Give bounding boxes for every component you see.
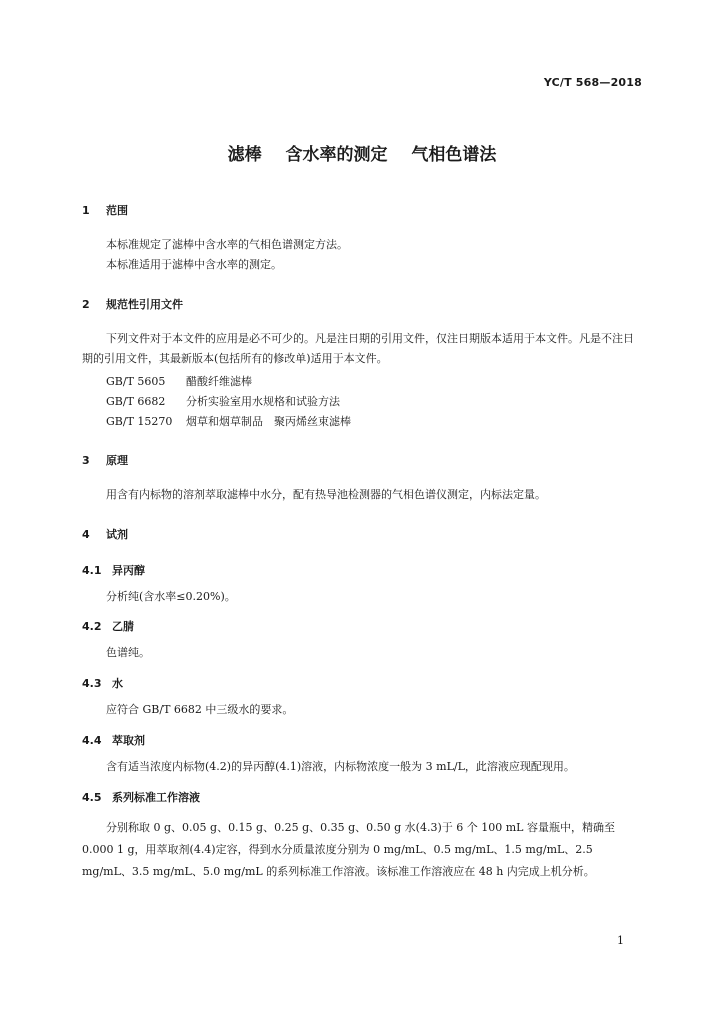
subsection-number: 4.4 — [82, 734, 102, 747]
subsection-4-2-text: 色谱纯。 — [106, 646, 150, 659]
section-1-paragraph-2: 本标准适用于滤棒中含水率的测定。 — [106, 258, 282, 271]
reference-code: GB/T 5605 — [106, 375, 166, 388]
subsection-number: 4.1 — [82, 564, 102, 577]
page-number: 1 — [617, 934, 624, 947]
subsection-number: 4.2 — [82, 620, 102, 633]
subsection-4-1-text: 分析纯(含水率≤0.20%)。 — [106, 590, 236, 603]
section-3-heading — [82, 452, 128, 468]
reference-item — [106, 413, 351, 429]
subsection-title: 水 — [112, 677, 123, 690]
section-number: 3 — [82, 454, 90, 467]
subsection-4-4-text: 含有适当浓度内标物(4.2)的异丙醇(4.1)溶液，内标物浓度一般为 3 mL/L，此溶液应现配现用。 — [106, 760, 575, 773]
subsection-title: 系列标准工作溶液 — [112, 791, 200, 804]
subsection-4-5-heading — [82, 789, 200, 805]
section-2-heading — [82, 296, 183, 312]
section-title: 试剂 — [106, 528, 128, 541]
standard-code: YC/T 568—2018 — [543, 76, 642, 89]
subsection-4-3-text: 应符合 GB/T 6682 中三级水的要求。 — [106, 703, 294, 716]
section-2-paragraph-1: 下列文件对于本文件的应用是必不可少的。凡是注日期的引用文件，仅注日期版本适用于本文件。凡是不注日期的引用文件，其最新版本(包括所有的修改单)适用于本文件。 — [82, 332, 634, 365]
reference-item — [106, 373, 252, 389]
reference-title: 醋酸纤维滤棒 — [186, 375, 252, 388]
subsection-4-5-text: 分别称取 0 g、0.05 g、0.15 g、0.25 g、0.35 g、0.50 g 水(4.3)于 6 个 100 mL 容量瓶中，精确至 0.000 1 g，用萃取剂(4.4)定容，得到水分质量浓度分别为 0 mg/mL、0.5 mg/mL、1.5 mg/mL、2.5 mg/mL、3.5 mg/mL、5.0 mg/mL 的系列标准工作溶液。该标准工作溶液应在 48 h 内完成上机分析。 — [82, 821, 615, 878]
section-number: 2 — [82, 298, 90, 311]
section-3-paragraph-1: 用含有内标物的溶剂萃取滤棒中水分，配有热导池检测器的气相色谱仪测定，内标法定量。 — [106, 488, 546, 501]
subsection-4-1-heading — [82, 562, 145, 578]
reference-title: 分析实验室用水规格和试验方法 — [186, 395, 340, 408]
section-title: 规范性引用文件 — [106, 298, 183, 311]
reference-item — [106, 393, 340, 409]
reference-title: 烟草和烟草制品 聚丙烯丝束滤棒 — [186, 415, 351, 428]
title-part-2: 含水率的测定 — [285, 145, 388, 165]
subsection-title: 异丙醇 — [112, 564, 145, 577]
section-title: 范围 — [106, 204, 128, 217]
subsection-4-3-heading — [82, 675, 123, 691]
title-part-3: 气相色谱法 — [411, 145, 497, 165]
subsection-title: 萃取剂 — [112, 734, 145, 747]
section-title: 原理 — [106, 454, 128, 467]
section-1-heading — [82, 202, 128, 218]
section-1-paragraph-1: 本标准规定了滤棒中含水率的气相色谱测定方法。 — [106, 238, 348, 251]
section-number: 1 — [82, 204, 90, 217]
subsection-4-4-heading — [82, 732, 145, 748]
title-part-1: 滤棒 — [227, 145, 262, 165]
subsection-4-2-heading — [82, 618, 134, 634]
document-title — [0, 140, 724, 165]
section-4-heading — [82, 526, 128, 542]
subsection-number: 4.3 — [82, 677, 102, 690]
subsection-title: 乙腈 — [112, 620, 134, 633]
section-number: 4 — [82, 528, 90, 541]
reference-code: GB/T 6682 — [106, 395, 166, 408]
subsection-number: 4.5 — [82, 791, 102, 804]
reference-code: GB/T 15270 — [106, 415, 173, 428]
